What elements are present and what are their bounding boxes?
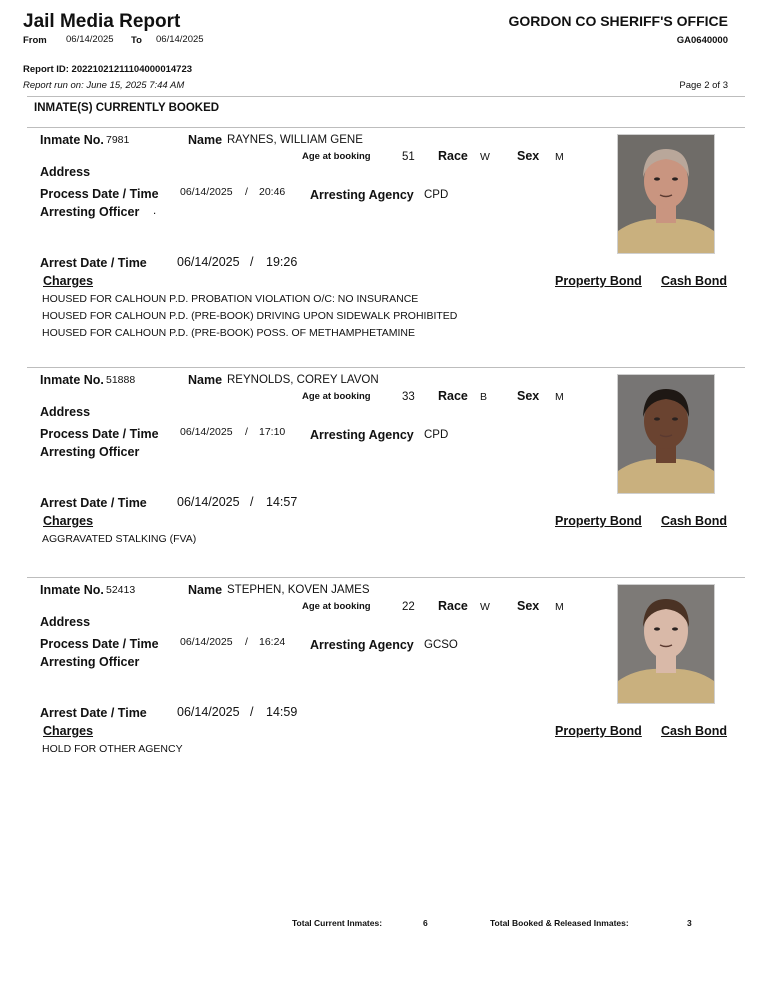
race-label: Race (438, 389, 468, 403)
charge-item: HOUSED FOR CALHOUN P.D. PROBATION VIOLATION O/C: NO INSURANCE (42, 293, 419, 305)
arrest-time: 14:57 (266, 495, 298, 509)
section-divider (27, 127, 745, 128)
total-booked-released-label: Total Booked & Released Inmates: (490, 918, 629, 928)
name-label: Name (188, 133, 223, 147)
arresting-agency-value: CPD (424, 429, 449, 441)
charge-item: HOUSED FOR CALHOUN P.D. (PRE-BOOK) POSS. OF METHAMPHETAMINE (42, 327, 415, 339)
sex-value: M (555, 601, 564, 613)
inmate-no-value: 7981 (106, 134, 130, 146)
process-date-time-label: Process Date / Time (40, 427, 159, 441)
agency-code: GA0640000 (676, 35, 728, 46)
arresting-agency-value: CPD (424, 189, 449, 201)
arrest-slash: / (250, 255, 254, 269)
process-date-time-label: Process Date / Time (40, 637, 159, 651)
age-value: 22 (402, 601, 415, 613)
inmate-record (0, 130, 773, 340)
mugshot-photo (617, 584, 715, 704)
charges-label: Charges (43, 274, 94, 288)
arrest-date: 06/14/2025 (177, 705, 240, 719)
charge-item: HOUSED FOR CALHOUN P.D. (PRE-BOOK) DRIVING UPON SIDEWALK PROHIBITED (42, 310, 458, 322)
address-label: Address (40, 165, 91, 179)
report-run-on: Report run on: June 15, 2025 7:44 AM (23, 80, 185, 91)
process-date: 06/14/2025 (180, 636, 233, 648)
age-value: 51 (402, 151, 415, 163)
arresting-agency-value: GCSO (424, 639, 458, 651)
arrest-date-time-label: Arrest Date / Time (40, 256, 147, 270)
process-slash: / (245, 426, 248, 438)
arresting-officer-label: Arresting Officer (40, 445, 140, 459)
arresting-agency-label: Arresting Agency (310, 428, 414, 442)
sex-value: M (555, 391, 564, 403)
race-label: Race (438, 149, 468, 163)
sex-label: Sex (517, 149, 540, 163)
age-label: Age at booking (302, 601, 371, 612)
cash-bond-label: Cash Bond (661, 274, 727, 288)
inmate-no-label: Inmate No. (40, 583, 104, 597)
inmate-no-label: Inmate No. (40, 373, 104, 387)
sex-label: Sex (517, 389, 540, 403)
race-value: W (480, 151, 490, 163)
process-time: 20:46 (259, 186, 286, 198)
arresting-agency-label: Arresting Agency (310, 188, 414, 202)
arrest-date: 06/14/2025 (177, 495, 240, 509)
to-date: 06/14/2025 (156, 34, 204, 45)
to-label: To (131, 35, 142, 46)
process-time: 16:24 (259, 636, 286, 648)
inmate-name: REYNOLDS, COREY LAVON (227, 374, 379, 386)
arrest-date-time-label: Arrest Date / Time (40, 496, 147, 510)
arrest-date: 06/14/2025 (177, 255, 240, 269)
mugshot-photo (617, 134, 715, 254)
inmate-record (0, 580, 773, 790)
race-value: W (480, 601, 490, 613)
total-current-label: Total Current Inmates: (292, 918, 383, 928)
inmate-no-value: 52413 (106, 584, 136, 596)
process-slash: / (245, 186, 248, 198)
process-date-time-label: Process Date / Time (40, 187, 159, 201)
name-label: Name (188, 373, 223, 387)
total-current-value: 6 (423, 918, 428, 928)
arresting-officer-label: Arresting Officer (40, 655, 140, 669)
header-divider (27, 96, 745, 97)
cash-bond-label: Cash Bond (661, 514, 727, 528)
arresting-officer-value: . (153, 205, 157, 217)
address-label: Address (40, 405, 91, 419)
charge-item: AGGRAVATED STALKING (FVA) (42, 533, 197, 545)
from-date: 06/14/2025 (66, 34, 114, 45)
age-value: 33 (402, 391, 415, 403)
arresting-officer-label: Arresting Officer (40, 205, 140, 219)
race-label: Race (438, 599, 468, 613)
arrest-time: 14:59 (266, 705, 298, 719)
arrest-date-time-label: Arrest Date / Time (40, 706, 147, 720)
sex-label: Sex (517, 599, 540, 613)
inmate-name: STEPHEN, KOVEN JAMES (227, 584, 370, 596)
sex-value: M (555, 151, 564, 163)
property-bond-label: Property Bond (555, 514, 642, 528)
mugshot-photo (617, 374, 715, 494)
process-time: 17:10 (259, 426, 286, 438)
process-date: 06/14/2025 (180, 426, 233, 438)
report-title: Jail Media Report (23, 11, 181, 32)
cash-bond-label: Cash Bond (661, 724, 727, 738)
inmate-no-value: 51888 (106, 374, 136, 386)
arrest-slash: / (250, 705, 254, 719)
arrest-time: 19:26 (266, 255, 298, 269)
race-value: B (480, 391, 488, 403)
inmate-divider (27, 577, 745, 578)
property-bond-label: Property Bond (555, 724, 642, 738)
inmate-record (0, 370, 773, 580)
process-slash: / (245, 636, 248, 648)
charges-label: Charges (43, 514, 94, 528)
charges-label: Charges (43, 724, 94, 738)
inmate-no-label: Inmate No. (40, 133, 104, 147)
address-label: Address (40, 615, 91, 629)
name-label: Name (188, 583, 223, 597)
charge-item: HOLD FOR OTHER AGENCY (42, 743, 183, 755)
age-label: Age at booking (302, 391, 371, 402)
arrest-slash: / (250, 495, 254, 509)
arresting-agency-label: Arresting Agency (310, 638, 414, 652)
section-title: INMATE(S) CURRENTLY BOOKED (34, 102, 220, 114)
total-booked-released-value: 3 (687, 918, 692, 928)
property-bond-label: Property Bond (555, 274, 642, 288)
report-id: Report ID: 20221021211104000014723 (23, 64, 193, 75)
page-number: Page 2 of 3 (679, 80, 728, 91)
process-date: 06/14/2025 (180, 186, 233, 198)
inmate-name: RAYNES, WILLIAM GENE (227, 134, 363, 146)
age-label: Age at booking (302, 151, 371, 162)
inmate-divider (27, 367, 745, 368)
agency-name: GORDON CO SHERIFF'S OFFICE (508, 13, 728, 29)
from-label: From (23, 35, 47, 46)
